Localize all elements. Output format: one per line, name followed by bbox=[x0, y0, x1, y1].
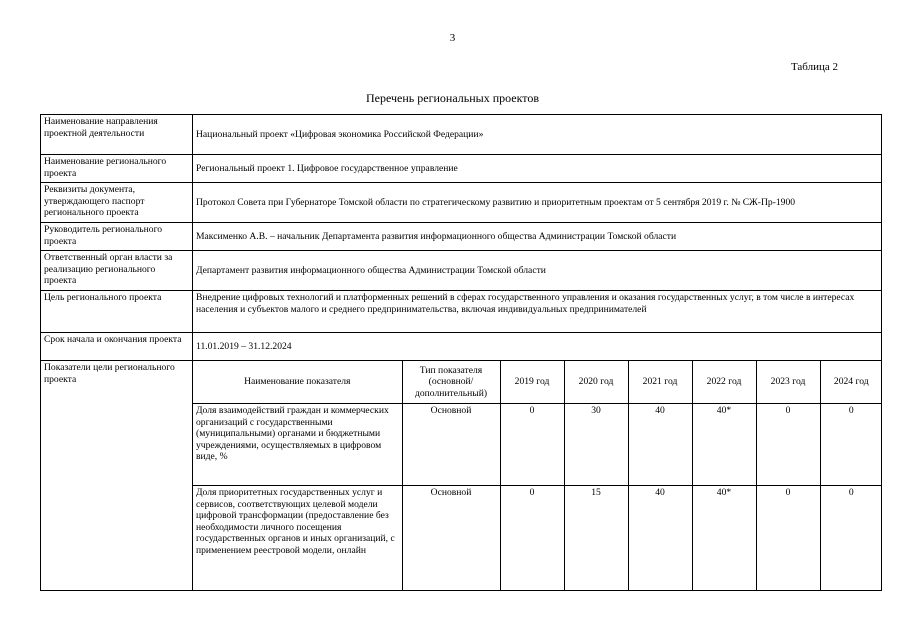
indicator-2022: 40* bbox=[692, 486, 756, 590]
indicator-2021: 40 bbox=[628, 404, 692, 486]
indicator-2023: 0 bbox=[756, 404, 820, 486]
header-2024: 2024 год bbox=[820, 361, 882, 404]
row-value: Национальный проект «Цифровая экономика Российской Федерации» bbox=[193, 115, 882, 155]
header-2023: 2023 год bbox=[756, 361, 820, 404]
row-label: Срок начала и окончания проекта bbox=[41, 333, 193, 361]
header-2022: 2022 год bbox=[692, 361, 756, 404]
header-2019: 2019 год bbox=[500, 361, 564, 404]
indicators-header-row bbox=[193, 361, 882, 404]
indicator-row bbox=[193, 486, 882, 590]
row-label: Ответственный орган власти за реализацию регионального проекта bbox=[41, 251, 193, 291]
header-2021: 2021 год bbox=[628, 361, 692, 404]
table-row bbox=[41, 115, 882, 155]
row-label: Показатели цели регионального проекта bbox=[41, 361, 193, 591]
table-row bbox=[41, 251, 882, 291]
header-name: Наименование показателя bbox=[244, 376, 351, 388]
document-title: Перечень региональных проектов bbox=[365, 91, 540, 105]
indicator-row bbox=[193, 404, 882, 486]
row-value: Протокол Совета при Губернаторе Томской области по стратегическому развитию и приоритетным проектам от 5 сентября 2019 г. № СЖ-Пр-1900 bbox=[193, 183, 882, 223]
row-value: 11.01.2019 – 31.12.2024 bbox=[193, 333, 882, 361]
row-value: Максименко А.В. – начальник Департамента развития информационного общества Администрации Томской области bbox=[193, 223, 882, 251]
row-label: Наименование регионального проекта bbox=[41, 155, 193, 183]
indicator-2024: 0 bbox=[820, 486, 882, 590]
indicator-2019: 0 bbox=[500, 486, 564, 590]
row-value: Департамент развития информационного общества Администрации Томской области bbox=[193, 251, 882, 291]
indicator-2020: 15 bbox=[564, 486, 628, 590]
indicator-type: Основной bbox=[402, 486, 500, 590]
indicator-type: Основной bbox=[402, 404, 500, 486]
row-label: Цель регионального проекта bbox=[41, 291, 193, 333]
header-type: Тип показателя (основной/ дополнительный) bbox=[402, 361, 500, 404]
row-label: Наименование направления проектной деятельности bbox=[41, 115, 193, 155]
table-row bbox=[41, 333, 882, 361]
indicator-2024: 0 bbox=[820, 404, 882, 486]
indicator-name: Доля взаимодействий граждан и коммерческих организаций с государственными (муниципальными) органами и бюджетными учреждениями, осуществляемых в цифровом виде, % bbox=[193, 404, 402, 486]
table-row bbox=[41, 291, 882, 333]
indicators-table bbox=[193, 361, 882, 590]
table-row bbox=[41, 223, 882, 251]
row-label: Руководитель регионального проекта bbox=[41, 223, 193, 251]
indicator-2020: 30 bbox=[564, 404, 628, 486]
header-2020: 2020 год bbox=[564, 361, 628, 404]
table-label: Таблица 2 bbox=[790, 61, 838, 73]
indicator-2022: 40* bbox=[692, 404, 756, 486]
row-value: Внедрение цифровых технологий и платформенных решений в сферах государственного управления и оказания государственных услуг, в том числе в интересах населения и субъектов малого и среднего предпринимательства, включая индивидуальных предпринимателей bbox=[193, 291, 882, 333]
indicator-2023: 0 bbox=[756, 486, 820, 590]
row-value: Региональный проект 1. Цифровое государственное управление bbox=[193, 155, 882, 183]
indicator-name: Доля приоритетных государственных услуг и сервисов, соответствующих целевой модели цифровой трансформации (предоставление без необходимости личного посещения государственных органов и иных организаций, с применением реестровой модели, онлайн bbox=[193, 486, 402, 590]
projects-table bbox=[40, 114, 882, 591]
page-number: 3 bbox=[449, 32, 456, 44]
table-row bbox=[41, 361, 882, 591]
row-label: Реквизиты документа, утверждающего паспорт регионального проекта bbox=[41, 183, 193, 223]
table-row bbox=[41, 183, 882, 223]
table-row bbox=[41, 155, 882, 183]
indicator-2021: 40 bbox=[628, 486, 692, 590]
indicator-2019: 0 bbox=[500, 404, 564, 486]
